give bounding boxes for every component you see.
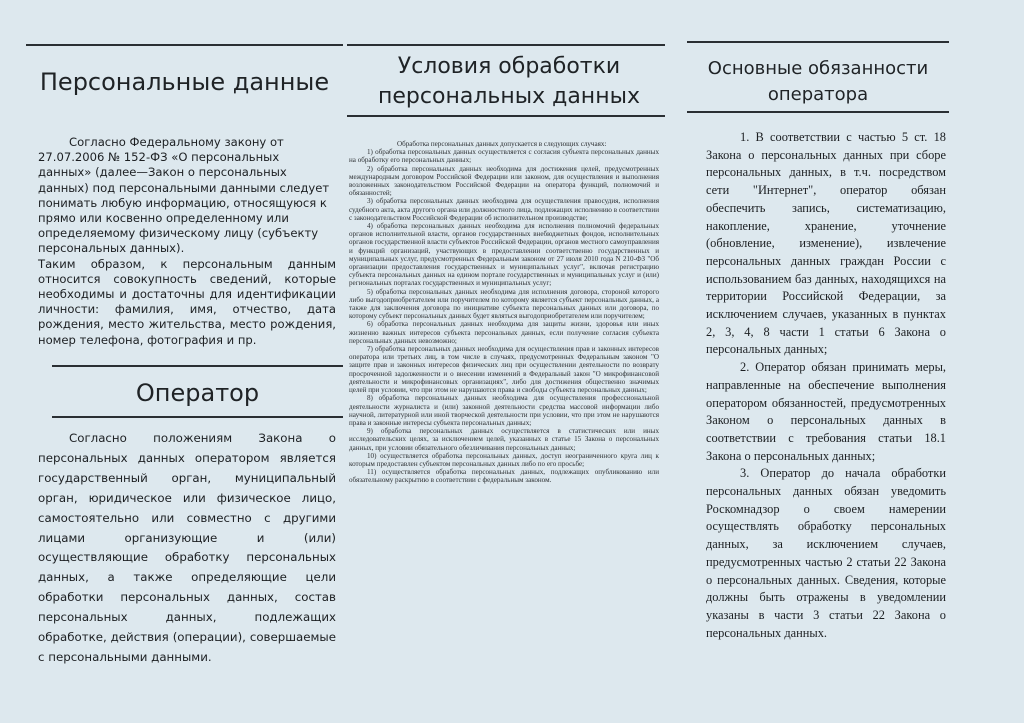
column-personal-data (0, 0, 345, 723)
conditions-list (349, 140, 659, 485)
condition-item-6: 6) обработка персональных данных необходима для защиты жизни, здоровья или иных жизненно важных интересов субъекта персональных данных, если получение согласия субъекта персональных данных невозможно; (349, 320, 659, 345)
heading-processing-conditions: Условия обработки персональных данных (378, 54, 640, 109)
condition-item-7: 7) обработка персональных данных необходима для осуществления прав и законных интересов оператора или третьих лиц, в том числе в случаях, предусмотренных Федеральным законом "О защите прав и законных интересов физических лиц при осуществлении деятельности по возврату просроченной задолженности и о внесении изменений в Федеральный закон "О микрофинансовой деятельности и микрофинансовых организациях", либо для достижения общественно значимых целей при условии, что при этом не нарушаются права и свободы субъекта персональных данных; (349, 345, 659, 395)
conditions-lead: Обработка персональных данных допускается в следующих случаях: (397, 140, 607, 148)
column-processing-conditions (345, 0, 685, 723)
condition-item-11: 11) осуществляется обработка персональных данных, подлежащих опубликованию или обязательному раскрытию в соответствии с федеральным законом. (349, 468, 659, 485)
heading-operator: Оператор (135, 379, 260, 407)
operator-bottom-rule (52, 416, 343, 418)
top-rule (687, 41, 949, 43)
intro-text (38, 135, 336, 348)
operator-text: Согласно положениям Закона о персональных данных оператором является государственный орган, муниципальный орган, юридическое или физическое лицо, самостоятельно или совместно с другими лицами организующие и (или) осуществляющие обработку персональных данных, а также определяющие цели обработки персональных данных, состав персональных данных, подлежащих обработке, действия (операции), совершаемые с персональными данными. (38, 431, 336, 664)
duty-paragraph-2: 2. Оператор обязан принимать меры, направленные на обеспечение выполнения оператором обязанностей, предусмотренных Законом о персональных данных в соответствии с требования статьи 18.1 Закона о персональных данных; (706, 360, 946, 463)
heading-bottom-rule (687, 111, 949, 113)
condition-item-3: 3) обработка персональных данных необходима для осуществления правосудия, исполнения судебного акта, акта другого органа или должностного лица, подлежащих исполнению в соответствии с законодательством Российской Федерации об исполнительном производстве; (349, 197, 659, 222)
summary-paragraph: Таким образом, к персональным данным относится совокупность сведений, которые необходимы и достаточны для идентификации личности: фамилия, имя, отчество, дата рождения, место жительства, место рождения, номер телефона, фотография и пр. (38, 256, 336, 347)
condition-item-8: 8) обработка персональных данных необходима для осуществления профессиональной деятельности журналиста и (или) законной деятельности средства массовой информации либо научной, литературной или иной творческой деятельности при условии, что при этом не нарушаются права и законные интересы субъекта персональных данных; (349, 394, 659, 427)
top-rule (26, 44, 343, 46)
condition-item-10: 10) осуществляется обработка персональных данных, доступ неограниченного круга лиц к которым предоставлен субъектом персональных данных либо по его просьбе; (349, 451, 659, 468)
heading-operator-duties: Основные обязанности оператора (707, 58, 929, 105)
condition-item-5: 5) обработка персональных данных необходима для исполнения договора, стороной которого либо выгодоприобретателем или поручителем по которому является субъект персональных данных, а также для заключения договора по инициативе субъекта персональных данных или договора, по которому субъект персональных данных будет являться выгодоприобретателем или поручителем; (349, 287, 659, 321)
heading-personal-data: Персональные данные (39, 68, 330, 96)
heading-bottom-rule (347, 115, 665, 117)
duty-paragraph-3: 3. Оператор до начала обработки персональных данных обязан уведомить Роскомнадзор о своем намерении осуществлять обработку персональных данных, за исключением случаев, предусмотренных частью 2 статьи 22 Закона о персональных данных. Сведения, которые должны быть отражены в уведомлении указаны в части 3 статьи 22 Закона о персональных данных. (706, 466, 946, 640)
duty-paragraph-1: 1. В соответствии с частью 5 ст. 18 Закона о персональных данных при сборе персональных данных, в т.ч. посредством сети "Интернет", оператор обязан обеспечить запись, систематизацию, накопление, хранение, уточнение (обновление, изменение), извлечение персональных данных граждан России с использованием баз данных, находящихся на территории Российской Федерации, за исключением случаев, указанных в пунктах 2, 3, 4, 8 части 1 статьи 6 Закона о персональных данных; (706, 130, 946, 357)
column-operator-duties (685, 0, 1024, 723)
condition-item-9: 9) обработка персональных данных осуществляется в статистических или иных исследовательских целях, за исключением целей, указанных в статье 15 Закона о персональных данных, при условии обязательного обезличивания персональных данных; (349, 427, 659, 452)
operator-top-rule (52, 365, 343, 367)
condition-item-2: 2) обработка персональных данных необходима для достижения целей, предусмотренных международным договором Российской Федерации или законом, для осуществления и выполнения возложенных законодательством Российской Федерации на оператора функций, полномочий и обязанностей; (349, 164, 659, 198)
top-rule (347, 44, 665, 46)
duties-text (706, 129, 946, 642)
condition-item-1: 1) обработка персональных данных осуществляется с согласия субъекта персональных данных на обработку его персональных данных; (349, 148, 659, 165)
intro-paragraph: Согласно Федеральному закону от 27.07.2006 № 152-ФЗ «О персональных данных» (далее—Закон о персональных данных) под персональными данными следует понимать любую информацию, относящуюся к прямо или косвенно определенному или определяемому физическому лицу (субъекту персональных данных). (38, 135, 330, 256)
condition-item-4: 4) обработка персональных данных необходима для исполнения полномочий федеральных органов исполнительной власти, органов государственных внебюджетных фондов, исполнительных органов государственной власти субъектов Российской Федерации, органов местного самоуправления и функций организаций, участвующих в предоставлении соответственно государственных и муниципальных услуг, предусмотренных Федеральным законом от 27 июля 2010 года N 210-ФЗ "Об организации предоставления государственных и муниципальных услуг", включая регистрацию субъекта персональных данных на едином портале государственных и муниципальных услуг и (или) региональных порталах государственных и муниципальных услуг; (349, 222, 659, 288)
